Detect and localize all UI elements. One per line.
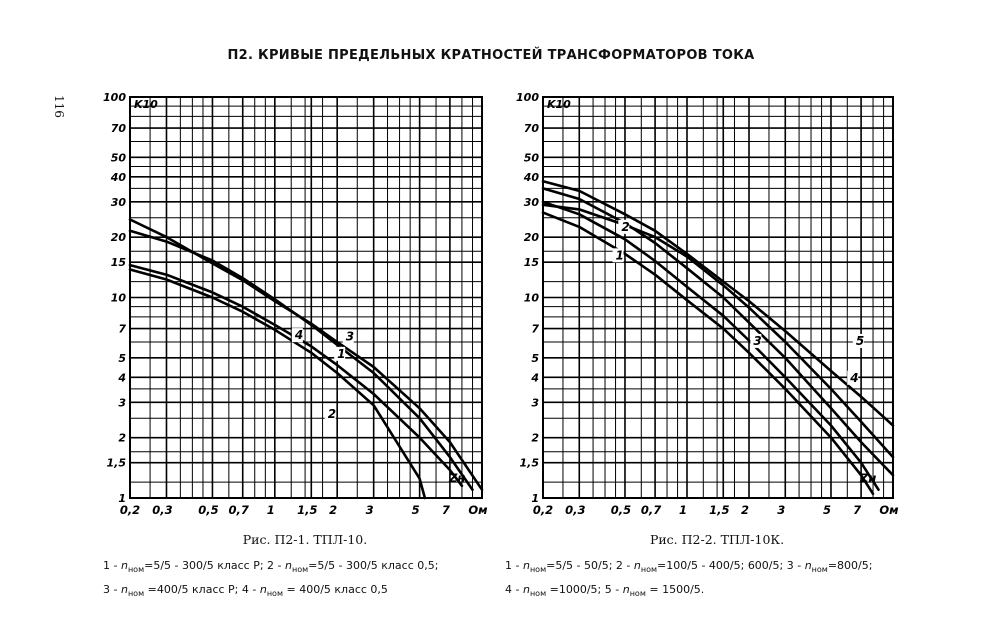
legend-tpl-10 — [103, 556, 438, 604]
x-tick-label: 1 — [678, 503, 688, 517]
curve-label-3: 3 — [345, 329, 355, 344]
y-tick-label: 50 — [110, 151, 126, 165]
legend-line: $1 - n_{ном}=5/5 - 50/5$; $2 - n_{ном}=100/5 - 400/5$; 600/5; $3 - n_{ном}=800/5$; — [505, 559, 873, 575]
y-tick-label: 3 — [531, 396, 539, 410]
y-tick-label: 2 — [531, 431, 539, 445]
y-tick-label: 30 — [110, 195, 126, 209]
x-tick-label: Ом — [468, 503, 488, 517]
x-tick-label: 1,5 — [297, 503, 318, 517]
x-tick-label: 3 — [365, 503, 374, 517]
x-tick-label: 1 — [266, 503, 275, 517]
x-tick-label: 0,5 — [198, 503, 219, 517]
y-tick-label: 15 — [110, 256, 126, 270]
series-curve-3 — [543, 188, 893, 475]
y-tick-label: 1,5 — [106, 456, 126, 470]
figure-caption-2: Рис. П2-2. ТПЛ-10К. — [649, 532, 785, 547]
y-tick-label: 5 — [531, 351, 539, 365]
y-axis-label: K10 — [547, 98, 571, 111]
y-tick-label: 4 — [118, 371, 126, 385]
y-tick-label: 70 — [523, 122, 539, 136]
x-tick-label: 0,2 — [119, 503, 141, 517]
x-tick-label: 5 — [411, 503, 420, 517]
legend-line: $1 - n_{ном}=5/5 - 300/5$ класс Р; $2 - n_{ном}=5/5 - 300/5$ класс 0,5; — [103, 559, 439, 575]
x-tick-label: 5 — [822, 503, 831, 517]
y-tick-label: 2 — [118, 431, 126, 445]
curve-label-1: 1 — [615, 248, 624, 263]
legend-line: $3 - n_{ном} =400/5$ класс Р; $4 - n_{ном} = 400/5$ класс 0,5 — [103, 583, 388, 599]
legend-line: $4 - n_{ном} =1000/5$; $5 - n_{ном} = 1500/5$. — [505, 583, 705, 599]
y-tick-label: 40 — [110, 170, 126, 184]
y-tick-label: 5 — [118, 351, 126, 365]
y-tick-label: 1 — [531, 492, 539, 505]
y-tick-label: 1 — [118, 492, 126, 505]
page-title: П2. КРИВЫЕ ПРЕДЕЛЬНЫХ КРАТНОСТЕЙ ТРАНСФОРМАТОРОВ ТОКА — [227, 48, 755, 63]
curve-label-2: 2 — [621, 219, 630, 234]
y-tick-label: 20 — [523, 231, 539, 245]
curve-label-5: 5 — [855, 333, 865, 348]
x-axis-label: Zн — [860, 471, 877, 485]
x-tick-label: 2 — [740, 503, 750, 517]
y-tick-label: 40 — [523, 170, 539, 184]
y-tick-label: 3 — [118, 396, 126, 410]
y-tick-label: 20 — [110, 231, 126, 245]
x-tick-label: 0,3 — [565, 503, 586, 517]
x-tick-label: 7 — [853, 503, 862, 517]
x-tick-label: 3 — [777, 503, 786, 517]
legend-tpl-10k — [505, 556, 872, 604]
y-tick-label: 100 — [516, 91, 539, 104]
y-tick-label: 10 — [110, 291, 126, 305]
curve-label-2: 2 — [327, 407, 337, 422]
y-tick-label: 100 — [103, 91, 126, 104]
y-axis-label: K10 — [134, 98, 158, 111]
x-tick-label: 0,2 — [532, 503, 554, 517]
x-tick-label: Ом — [879, 503, 899, 517]
x-tick-label: 0,7 — [228, 503, 249, 517]
x-tick-label: 0,3 — [152, 503, 173, 517]
x-axis-label: Zн — [449, 471, 466, 485]
y-tick-label: 10 — [523, 291, 539, 305]
x-tick-label: 7 — [441, 503, 450, 517]
page-number: 116 — [52, 95, 66, 118]
y-tick-label: 70 — [110, 122, 126, 136]
y-tick-label: 7 — [531, 322, 539, 336]
curve-label-4: 4 — [294, 328, 304, 343]
y-tick-label: 15 — [523, 256, 539, 270]
y-tick-label: 4 — [531, 371, 539, 385]
y-tick-label: 30 — [523, 195, 539, 209]
y-tick-label: 7 — [118, 322, 126, 336]
curve-label-1: 1 — [337, 346, 346, 361]
x-tick-label: 0,5 — [610, 503, 632, 517]
curve-label-3: 3 — [753, 333, 762, 348]
figure-caption-1: Рис. П2-1. ТПЛ-10. — [242, 532, 368, 547]
x-tick-label: 1,5 — [709, 503, 730, 517]
x-tick-label: 2 — [329, 503, 338, 517]
x-tick-label: 0,7 — [640, 503, 662, 517]
curve-label-4: 4 — [850, 370, 859, 385]
y-tick-label: 1,5 — [519, 456, 539, 470]
y-tick-label: 50 — [523, 151, 539, 165]
